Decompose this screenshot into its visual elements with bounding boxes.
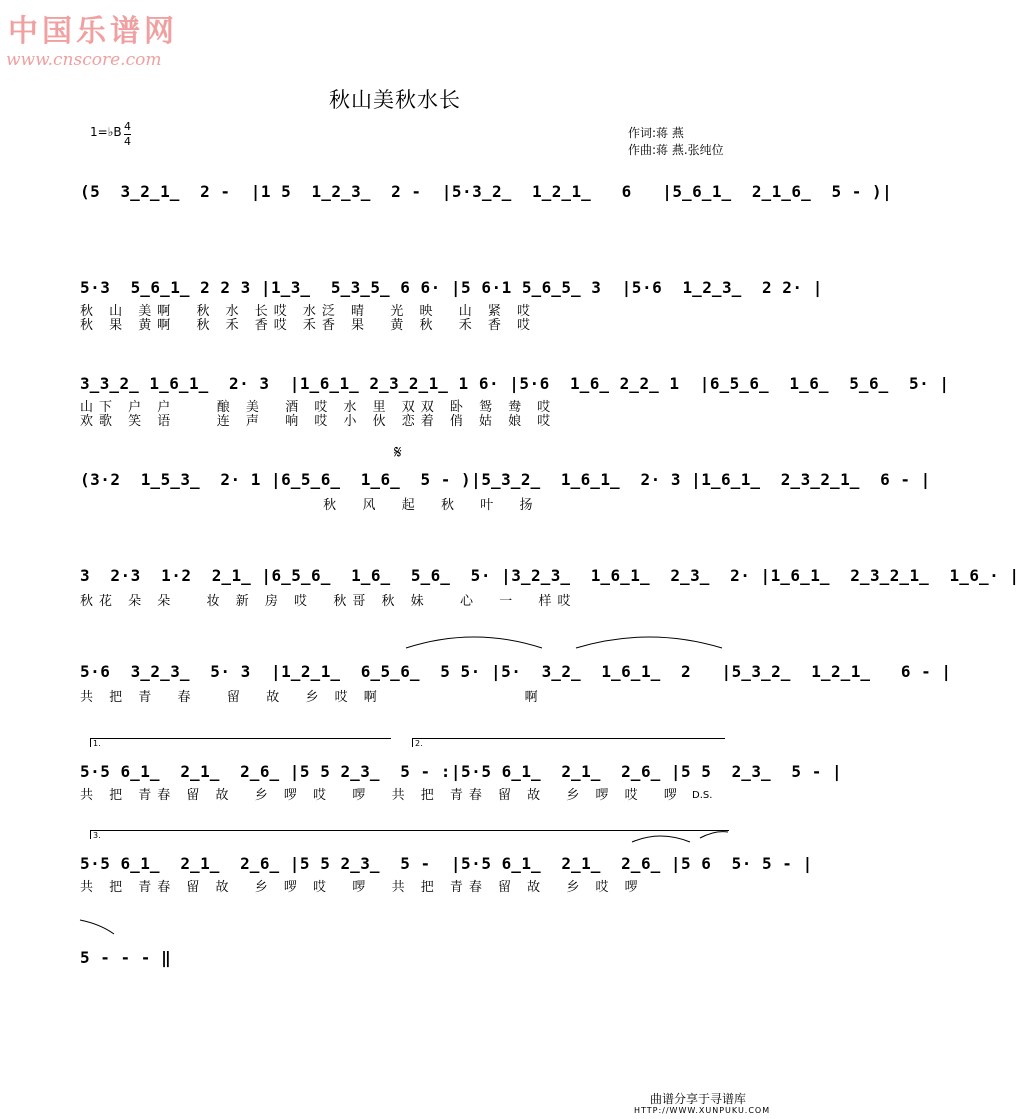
lyricist: 作词:蒋 燕 [628, 126, 684, 140]
lyric-line: 秋花 朵 朵 妆 新 房 哎 秋哥 秋 妹 心 一 样哎 [80, 594, 577, 609]
tie-slur [630, 830, 730, 844]
notes-line: 3̲3̲2̲ 1̲6̲1̲ 2· 3 |1̲6̲1̲ 2̲3̲2̲1̲ 1 6· |5·6 1̲6̲ 2̲2̲ 1 |6̲5̲6̲ 1̲6̲ 5̲6̲ 5· | [80, 374, 950, 393]
dal-segno: D.S. [692, 790, 713, 801]
song-title: 秋山美秋水长 [329, 88, 461, 112]
footer-share-text: 曲谱分享于寻谱库 [650, 1092, 747, 1106]
lyric-line: 共 把 青春 留 故 乡 啰 哎 啰 共 把 青春 留 故 乡 啰 哎 啰 [80, 788, 683, 803]
notes-line: (5 3̲2̲1̲ 2 - |1 5 1̲2̲3̲ 2 - |5·3̲2̲ 1̲2̲1̲ 6 |5̲6̲1̲ 2̲1̲6̲ 5 - )| [80, 182, 893, 201]
phrase-slur [574, 630, 724, 650]
watermark-logo: 中国乐谱网 [8, 14, 178, 49]
lyric-line: 共 把 青 春 留 故 乡 哎 啊 啊 [80, 690, 544, 705]
notes-line: 5 - - - ‖ [80, 948, 172, 967]
volta-1: 1. [90, 738, 391, 747]
phrase-slur [404, 630, 544, 650]
lyric-line: 秋 风 起 秋 叶 扬 [80, 498, 539, 513]
notes-line: 5·6 3̲2̲3̲ 5· 3 |1̲2̲1̲ 6̲5̲6̲ 5 5· |5· 3̲2̲ 1̲6̲1̲ 2 |5̲3̲2̲ 1̲2̲1̲ 6 - | [80, 662, 952, 681]
segno-mark: 𝄋 [394, 442, 402, 463]
notes-line: 5·5 6̲1̲ 2̲1̲ 2̲6̲ |5 5 2̲3̲ 5 - :|5·5 6̲1̲ 2̲1̲ 2̲6̲ |5 5 2̲3̲ 5 - | [80, 762, 843, 781]
credits [628, 125, 724, 159]
tie-slur [78, 918, 118, 936]
notes-line: 5·5 6̲1̲ 2̲1̲ 2̲6̲ |5 5 2̲3̲ 5 - |5·5 6̲1̲ 2̲1̲ 2̲6̲ |5 6 5· 5 - | [80, 854, 813, 873]
time-top: 4 [124, 120, 131, 133]
notes-line: 5·3 5̲6̲1̲ 2 2 3 |1̲3̲ 5̲3̲5̲ 6 6· |5 6·1 5̲6̲5̲ 3 |5·6 1̲2̲3̲ 2 2· | [80, 278, 823, 297]
composer: 作曲:蒋 燕.张纯位 [628, 143, 724, 157]
notes-line: 3 2·3 1·2 2̲1̲ |6̲5̲6̲ 1̲6̲ 5̲6̲ 5· |3̲2̲3̲ 1̲6̲1̲ 2̲3̲ 2· |1̲6̲1̲ 2̲3̲2̲1̲ 1̲6̲· | [80, 566, 1019, 585]
lyric-verse-2: 秋 果 黄啊 秋 禾 香哎 禾香 果 黄 秋 禾 香 哎 [80, 318, 536, 333]
lyric-verse-1: 山下 户 户 酿 美 酒 哎 水 里 双双 卧 鸳 鸯 哎 [80, 400, 557, 415]
volta-3: 3. [90, 830, 729, 839]
lyric-line: 共 把 青春 留 故 乡 啰 哎 啰 共 把 青春 留 故 乡 哎 啰 [80, 880, 644, 895]
volta-2: 2. [412, 738, 725, 747]
key-signature: 1=♭B [90, 125, 122, 139]
time-bottom: 4 [124, 135, 131, 148]
footer-url: HTTP://WWW.XUNPUKU.COM [634, 1106, 771, 1115]
lyric-verse-2: 欢歌 笑 语 连 声 响 哎 小 伙 恋着 俏 姑 娘 哎 [80, 414, 557, 429]
lyric-verse-1: 秋 山 美啊 秋 水 长哎 水泛 晴 光 映 山 紧 哎 [80, 304, 536, 319]
notes-line: (3·2 1̲5̲3̲ 2· 1 |6̲5̲6̲ 1̲6̲ 5 - )|5̲3̲2̲ 1̲6̲1̲ 2· 3 |1̲6̲1̲ 2̲3̲2̲1̲ 6 - | [80, 470, 931, 489]
watermark-url: www.cnscore.com [6, 50, 162, 70]
time-signature [124, 120, 131, 149]
